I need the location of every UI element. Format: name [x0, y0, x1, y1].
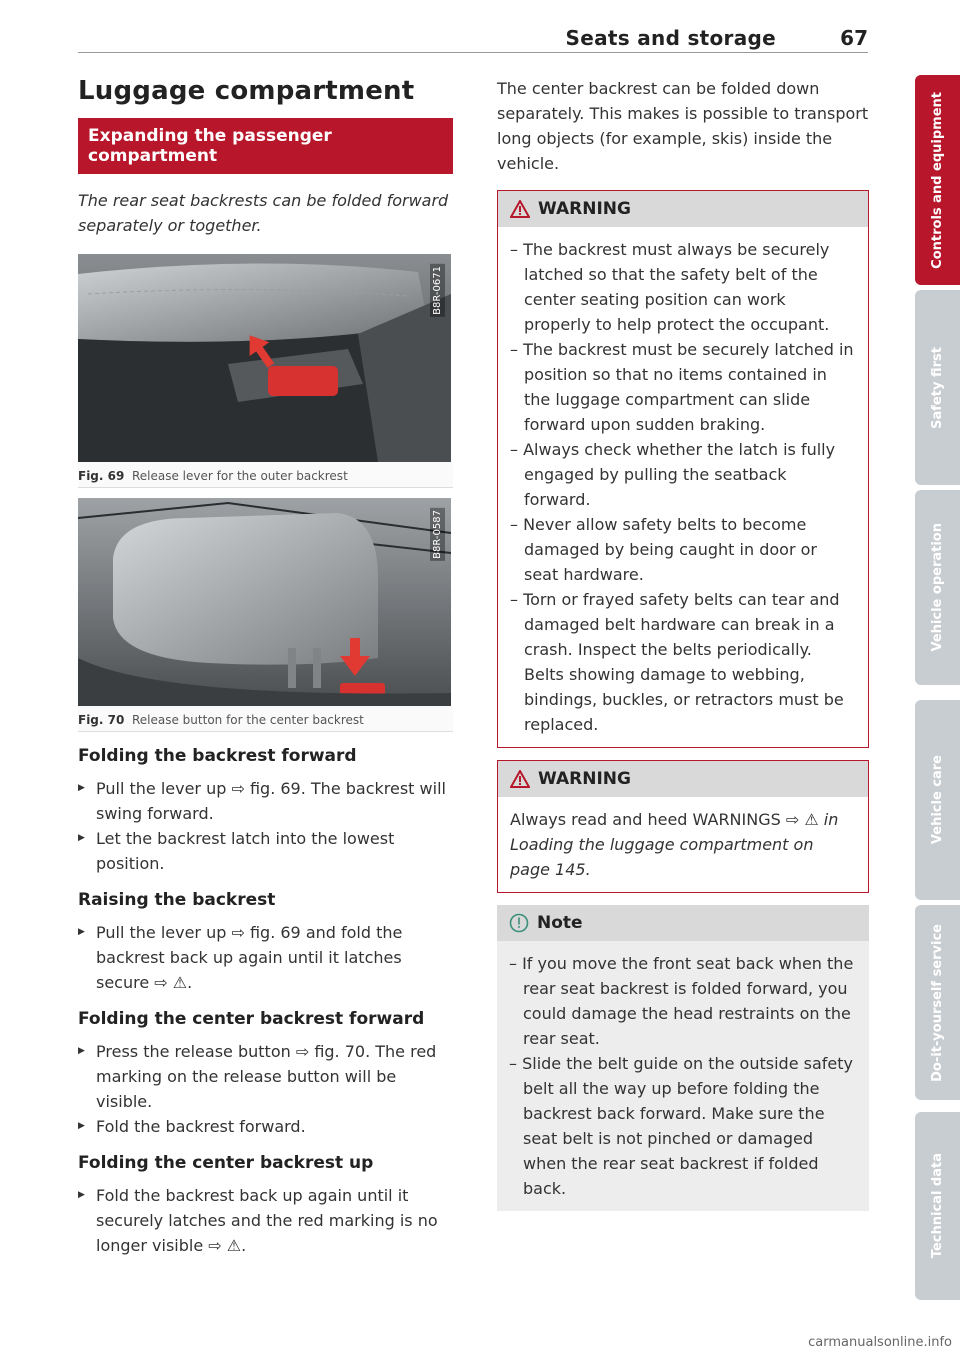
note-title: Note — [537, 913, 583, 933]
note-list — [497, 941, 869, 1211]
warning-item: – The backrest must always be securely latched so that the safety belt of the center seating position can work properly to help protect the occupant. — [510, 240, 830, 334]
note-header — [497, 905, 869, 941]
section-title: Luggage compartment — [78, 76, 415, 106]
chapter-tab-label: Safety first — [930, 346, 945, 429]
chapter-tab-5[interactable] — [915, 905, 960, 1100]
chapter-tab-label-wrap — [915, 1112, 960, 1300]
procedure-step: ▶ Pull the lever up ⇨ fig. 69. The backrest will swing forward. — [78, 776, 453, 826]
figure-69-caption-text: Release lever for the outer backrest — [131, 469, 348, 483]
center-backrest-illustration — [78, 498, 451, 706]
warning-list-1 — [498, 227, 868, 747]
warning-item: – Torn or frayed safety belts can tear and damaged belt hardware can break in a crash. Inspect the belts periodically. Belts showing damage to webbing, bindings, buckles, or retractors must be replaced. — [510, 590, 844, 734]
warning-item: – The backrest must be securely latched in position so that no items contained in the luggage compartment can slide forward upon sudden braking. — [510, 340, 854, 434]
warning-triangle-icon — [510, 770, 530, 788]
warning-box-1 — [497, 190, 869, 748]
right-column — [497, 76, 869, 1211]
figure-69-caption — [78, 462, 453, 488]
center-backrest-intro: The center backrest can be folded down separately. This makes is possible to transport long objects (for example, skis) inside the vehicle. — [497, 79, 869, 173]
note-box — [497, 905, 869, 1211]
info-circle-icon — [509, 913, 529, 933]
chapter-tab-label-wrap — [915, 490, 960, 685]
chapter-tabs — [915, 0, 960, 1361]
chapter-tab-2[interactable] — [915, 290, 960, 485]
chapter-tab-label-wrap — [915, 75, 960, 285]
procedure-heading: Folding the center backrest forward — [78, 1009, 425, 1029]
outer-backrest-illustration — [78, 254, 451, 462]
chapter-tab-label-wrap — [915, 905, 960, 1100]
chapter-tab-3[interactable] — [915, 490, 960, 685]
procedure-heading: Folding the center backrest up — [78, 1153, 374, 1173]
warning-box-2 — [497, 760, 869, 893]
figure-70-image — [78, 498, 451, 706]
chapter-title: Seats and storage — [565, 26, 776, 50]
procedure-heading: Folding the backrest forward — [78, 746, 357, 766]
procedure-heading: Raising the backrest — [78, 890, 276, 910]
chapter-tab-label-wrap — [915, 700, 960, 900]
warning-text-2-ref: in Loading the luggage compartment on page 145. — [510, 810, 839, 879]
warning-triangle-icon — [510, 200, 530, 218]
intro-text: The rear seat backrests can be folded forward separately or together. — [78, 191, 449, 235]
warning-header-1 — [498, 191, 868, 227]
subsection-banner: Expanding the passenger compartment — [78, 118, 453, 174]
chapter-tab-label-wrap — [915, 290, 960, 485]
figure-69-image — [78, 254, 451, 462]
watermark: carmanualsonline.info — [808, 1335, 952, 1350]
procedure-step: ▶ Let the backrest latch into the lowest position. — [78, 826, 453, 876]
figure-69-label: Fig. 69 — [78, 469, 125, 483]
procedure-step: ▶ Pull the lever up ⇨ fig. 69 and fold the backrest back up again until it latches secure ⇨ ⚠. — [78, 920, 453, 995]
procedure-step: ▶ Fold the backrest back up again until it securely latches and the red marking is no longer visible ⇨ ⚠. — [78, 1183, 453, 1258]
warning-text-2-plain: Always read and heed WARNINGS ⇨ ⚠ — [510, 810, 819, 829]
figure-70-caption — [78, 706, 453, 732]
procedure-step: ▶ Fold the backrest forward. — [78, 1114, 453, 1139]
note-item: – If you move the front seat back when the rear seat backrest is folded forward, you could damage the head restraints on the rear seat. — [509, 954, 854, 1048]
chapter-tab-label: Technical data — [930, 1153, 945, 1259]
chapter-tab-label: Controls and equipment — [930, 91, 945, 269]
chapter-tab-6[interactable] — [915, 1112, 960, 1300]
warning-item: – Never allow safety belts to become damaged by being caught in door or seat hardware. — [510, 515, 817, 584]
warning-title-2: WARNING — [538, 769, 631, 789]
figure-69 — [78, 254, 453, 488]
chapter-tab-label: Vehicle care — [930, 755, 945, 845]
chapter-tab-label: Do-it-yourself service — [930, 923, 945, 1082]
page-header — [78, 22, 868, 53]
warning-title-1: WARNING — [538, 199, 631, 219]
instruction-sections — [78, 746, 453, 1258]
figure-69-code: B8R-0671 — [432, 266, 443, 315]
figure-70-label: Fig. 70 — [78, 713, 125, 727]
figure-70-caption-text: Release button for the center backrest — [131, 713, 364, 727]
warning-item: – Always check whether the latch is fully engaged by pulling the seatback forward. — [510, 440, 836, 509]
left-column — [78, 70, 453, 1258]
warning-text-2 — [498, 797, 868, 892]
note-item: – Slide the belt guide on the outside safety belt all the way up before folding the backrest back forward. Make sure the seat belt is not pinched or damaged when the rear seat backrest if folded back. — [509, 1054, 853, 1198]
chapter-tab-4[interactable] — [915, 700, 960, 900]
chapter-tab-label: Vehicle operation — [930, 523, 945, 652]
figure-70-code: B8R-0587 — [432, 510, 443, 559]
warning-header-2 — [498, 761, 868, 797]
chapter-tab-1[interactable] — [915, 75, 960, 285]
figure-70 — [78, 498, 453, 732]
page-number: 67 — [840, 26, 868, 50]
procedure-step: ▶ Press the release button ⇨ fig. 70. The red marking on the release button will be visible. — [78, 1039, 453, 1114]
